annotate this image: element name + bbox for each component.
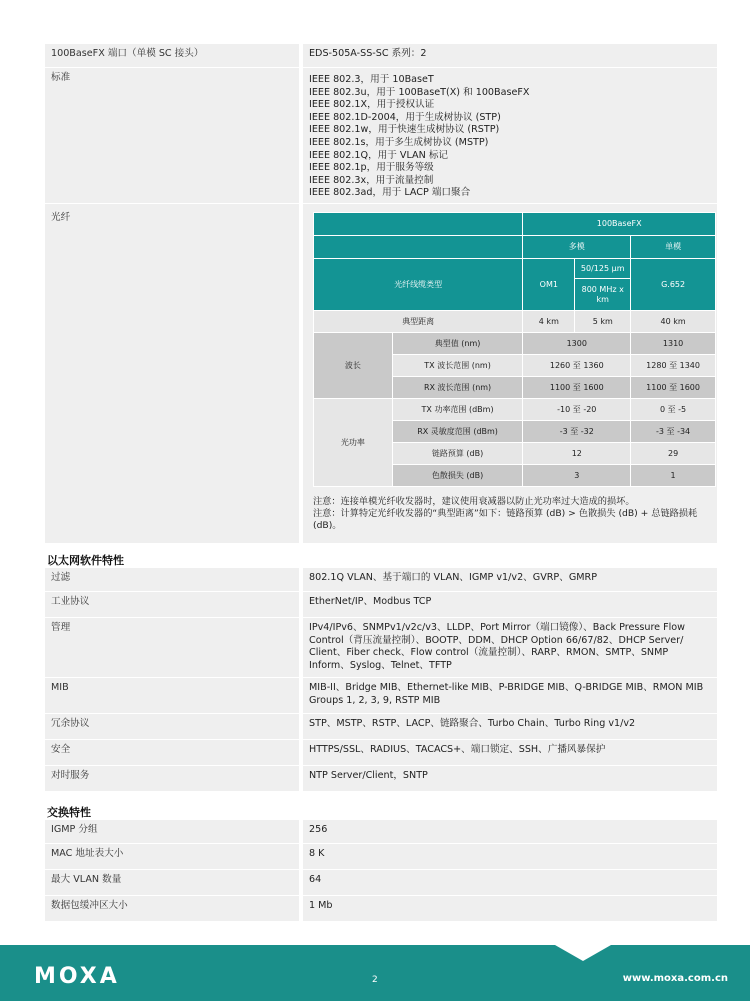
fiber-dist-50: 5 km [575,311,631,333]
spec-value-line: IEEE 802.1D-2004，用于生成树协议 (STP) [309,111,501,123]
spec-row [45,896,717,922]
spec-key: MIB [45,678,299,713]
spec-key: 安全 [45,740,299,765]
spec-value [303,844,717,869]
fiber-row-multi: -10 至 -20 [523,399,631,421]
spec-value-line: MIB-II、Bridge MIB、Ethernet-like MIB、P-BRIDGE MIB、Q-BRIDGE MIB、RMON MIB [309,682,704,693]
spec-row [45,618,717,678]
fiber-row-label: TX 波长范围 (nm) [392,355,523,377]
spec-value-line: 1 Mb [309,900,333,911]
spec-row [45,820,717,844]
spec-table-switch [45,820,717,922]
spec-value-line: HTTPS/SSL、RADIUS、TACACS+、端口锁定、SSH、广播风暴保护 [309,744,606,755]
spec-row [45,44,717,68]
fiber-row-label: TX 功率范围 (dBm) [392,399,523,421]
spec-key: MAC 地址表大小 [45,844,299,869]
spec-value [303,678,717,713]
spec-value [303,568,717,591]
spec-row [45,678,717,714]
spec-value-line: NTP Server/Client，SNTP [309,770,428,781]
spec-row-fiber [45,204,717,544]
fiber-wavelength-label: 波长 [314,333,393,399]
spec-value-line: 256 [309,824,328,835]
fiber-row-single: 29 [631,443,716,465]
fiber-typical-distance-label: 典型距离 [314,311,523,333]
fiber-g652: G.652 [631,259,716,311]
spec-value-line: Client、Fiber check、Flow control（流量控制）、RARP、RMON、SMTP、SNMP [309,647,669,659]
footer-notch [555,945,611,961]
spec-key: IGMP 分组 [45,820,299,843]
spec-value-line: Inform、Syslog、Telnet、TFTP [309,659,452,671]
fiber-cable-type-label: 光纤线缆类型 [314,259,523,311]
fiber-core-size: 50/125 μm [575,259,631,279]
spec-row [45,740,717,766]
fiber-dist-g652: 40 km [631,311,716,333]
spec-key: 最大 VLAN 数量 [45,870,299,895]
fiber-header-blank [314,236,523,259]
spec-value-line: Control（背压流量控制）、BOOTP、DDM、DHCP Option 66/67/82、DHCP Server/ [309,634,684,646]
spec-value-line: IEEE 802.1s，用于多生成树协议 (MSTP) [309,136,489,148]
moxa-logo: MOXA [34,964,120,989]
spec-value [303,740,717,765]
fiber-power-label: 光功率 [314,399,393,487]
spec-value-line: IEEE 802.3，用于 10BaseT [309,74,434,85]
spec-row [45,870,717,896]
fiber-dist-om1: 4 km [523,311,575,333]
spec-value-line: Groups 1, 2, 3, 9, RSTP MIB [309,694,441,706]
page-number: 2 [372,975,378,985]
fiber-row-label: 典型值 (nm) [392,333,523,355]
fiber-row-multi: 12 [523,443,631,465]
fiber-row-single: 1 [631,465,716,487]
spec-key: 管理 [45,618,299,677]
spec-value-line: IEEE 802.3x，用于流量控制 [309,174,434,186]
spec-value-line: IEEE 802.1p，用于服务等级 [309,162,434,174]
website-link[interactable]: www.moxa.com.cn [622,973,728,984]
spec-value-line: STP、MSTP、RSTP、LACP、链路聚合、Turbo Chain、Turbo Ring v1/v2 [309,718,636,729]
spec-key: 100BaseFX 端口（单模 SC 接头） [45,44,299,67]
fiber-row-multi: -3 至 -32 [523,421,631,443]
spec-value-line: IEEE 802.3ad，用于 LACP 端口聚合 [309,187,471,199]
fiber-row-label: RX 灵敏度范围 (dBm) [392,421,523,443]
fiber-cell [303,204,717,543]
spec-key: 过滤 [45,568,299,591]
fiber-row-multi: 3 [523,465,631,487]
fiber-row-multi: 1300 [523,333,631,355]
spec-key: 光纤 [45,204,299,543]
fiber-row-single: -3 至 -34 [631,421,716,443]
section-title-ethernet: 以太网软件特性 [47,554,124,567]
fiber-row-single: 1310 [631,333,716,355]
fiber-row-label: RX 波长范围 (nm) [392,377,523,399]
fiber-notes [313,496,718,532]
spec-row [45,714,717,740]
spec-row [45,68,717,204]
spec-value-line: 8 K [309,848,325,859]
spec-value [303,714,717,739]
spec-value-line: 802.1Q VLAN、基于端口的 VLAN、IGMP v1/v2、GVRP、GMRP [309,572,597,583]
spec-row [45,766,717,792]
spec-value-line: EtherNet/IP、Modbus TCP [309,596,432,607]
spec-table-ethernet [45,568,717,792]
section-title-switch: 交换特性 [47,806,91,819]
spec-value [303,618,717,677]
spec-value [303,820,717,843]
spec-key: 工业协议 [45,592,299,617]
spec-row [45,844,717,870]
fiber-bandwidth: 800 MHz x km [575,279,631,311]
spec-value-line: 64 [309,874,322,885]
spec-value [303,44,717,67]
fiber-row-multi: 1100 至 1600 [523,377,631,399]
fiber-row-single: 1100 至 1600 [631,377,716,399]
fiber-note: 注意：计算特定光纤收发器的“典型距离”如下：链路预算 (dB) > 色散损失 (dB) + 总链路损耗 (dB)。 [313,508,698,531]
spec-value-line: IEEE 802.1X，用于授权认证 [309,99,435,111]
spec-value [303,896,717,921]
fiber-om1: OM1 [523,259,575,311]
fiber-row-multi: 1260 至 1360 [523,355,631,377]
spec-value [303,592,717,617]
fiber-mode-multi: 多模 [523,236,631,259]
fiber-header-blank [314,213,523,236]
fiber-header-main: 100BaseFX [523,213,716,236]
fiber-row-single: 1280 至 1340 [631,355,716,377]
fiber-spec-table [313,212,716,487]
spec-table-top [45,44,717,544]
fiber-row-single: 0 至 -5 [631,399,716,421]
fiber-note: 注意：连接单模光纤收发器时，建议使用衰减器以防止光功率过大造成的损坏。 [313,496,635,507]
spec-row [45,568,717,592]
spec-value-line: IEEE 802.1Q，用于 VLAN 标记 [309,149,449,161]
spec-row [45,592,717,618]
spec-value [303,870,717,895]
spec-value-line: IEEE 802.3u，用于 100BaseT(X) 和 100BaseFX [309,86,530,98]
spec-key: 标准 [45,68,299,203]
spec-key: 数据包缓冲区大小 [45,896,299,921]
fiber-row-label: 链路预算 (dB) [392,443,523,465]
spec-value [303,68,717,203]
spec-value-line: EDS-505A-SS-SC 系列：2 [309,48,427,59]
spec-key: 对时服务 [45,766,299,791]
fiber-row-label: 色散损失 (dB) [392,465,523,487]
spec-key: 冗余协议 [45,714,299,739]
spec-value-line: IEEE 802.1w，用于快速生成树协议 (RSTP) [309,124,500,136]
spec-value [303,766,717,791]
fiber-mode-single: 单模 [631,236,716,259]
spec-value-line: IPv4/IPv6、SNMPv1/v2c/v3、LLDP、Port Mirror（端口镜像）、Back Pressure Flow [309,622,686,633]
